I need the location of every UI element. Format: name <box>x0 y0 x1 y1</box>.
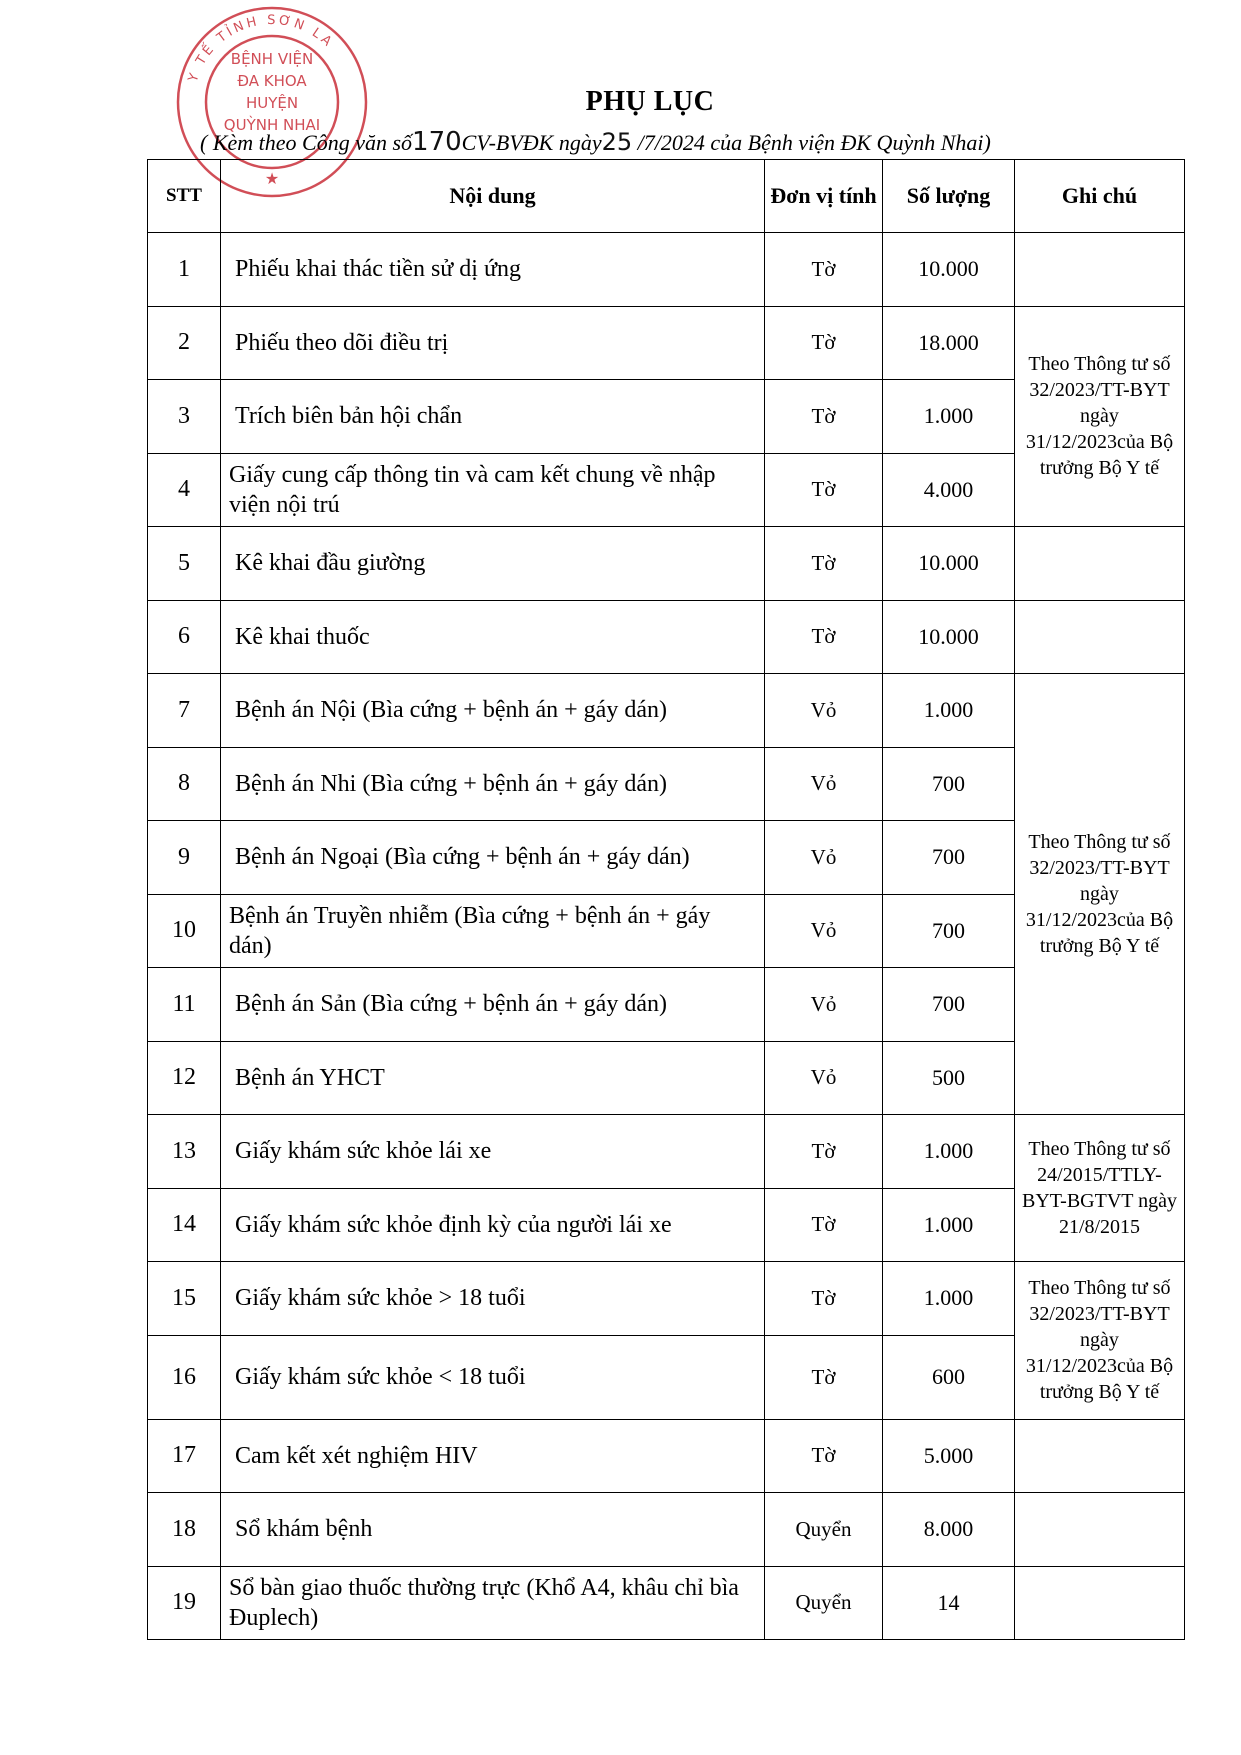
row-qty: 1.000 <box>883 1188 1015 1262</box>
table-row <box>148 1566 1185 1640</box>
row-qty: 5.000 <box>883 1419 1015 1493</box>
row-unit: Vỏ <box>765 747 883 821</box>
table-row <box>148 600 1185 674</box>
row-stt: 19 <box>148 1566 221 1640</box>
row-note: Theo Thông tư số 24/2015/TTLY-BYT-BGTVT ngày 21/8/2015 <box>1015 1115 1185 1262</box>
table-row <box>148 1115 1185 1189</box>
row-unit: Vỏ <box>765 894 883 968</box>
table-header-row <box>148 160 1185 233</box>
row-content: Giấy khám sức khỏe < 18 tuổi <box>221 1335 765 1419</box>
table-row <box>148 1419 1185 1493</box>
row-qty: 18.000 <box>883 306 1015 380</box>
row-content: Giấy khám sức khỏe định kỳ của người lái xe <box>221 1188 765 1262</box>
row-stt: 6 <box>148 600 221 674</box>
row-qty: 4.000 <box>883 453 1015 527</box>
row-stt: 4 <box>148 453 221 527</box>
stamp-star-icon: ★ <box>264 169 280 188</box>
appendix-table <box>147 159 1185 1640</box>
row-content: Trích biên bản hội chẩn <box>221 380 765 454</box>
row-stt: 2 <box>148 306 221 380</box>
header-content: Nội dung <box>221 160 765 233</box>
row-stt: 5 <box>148 527 221 601</box>
row-stt: 9 <box>148 821 221 895</box>
row-unit: Tờ <box>765 527 883 601</box>
row-stt: 12 <box>148 1041 221 1115</box>
subtitle-part-3: /7/2024 của Bệnh viện ĐK Quỳnh Nhai) <box>632 130 991 155</box>
row-unit: Vỏ <box>765 821 883 895</box>
row-unit: Tờ <box>765 600 883 674</box>
header-note: Ghi chú <box>1015 160 1185 233</box>
table-row <box>148 233 1185 307</box>
row-stt: 3 <box>148 380 221 454</box>
row-unit: Tờ <box>765 1419 883 1493</box>
page-title: PHỤ LỤC <box>585 86 715 117</box>
stamp-line-2: ĐA KHOA <box>237 72 307 90</box>
row-note: Theo Thông tư số 32/2023/TT-BYT ngày 31/12/2023của Bộ trưởng Bộ Y tế <box>1015 1262 1185 1420</box>
row-note: Theo Thông tư số 32/2023/TT-BYT ngày 31/12/2023của Bộ trưởng Bộ Y tế <box>1015 306 1185 527</box>
subtitle-day: 25 <box>601 128 633 156</box>
row-note-empty <box>1015 1419 1185 1493</box>
row-content: Bệnh án YHCT <box>221 1041 765 1115</box>
row-note-empty <box>1015 233 1185 307</box>
row-content: Bệnh án Truyền nhiễm (Bìa cứng + bệnh án + gáy dán) <box>221 894 765 968</box>
table-row <box>148 1262 1185 1336</box>
row-stt: 11 <box>148 968 221 1042</box>
row-unit: Vỏ <box>765 674 883 748</box>
table-row <box>148 527 1185 601</box>
row-qty: 1.000 <box>883 1115 1015 1189</box>
row-content: Giấy khám sức khỏe > 18 tuổi <box>221 1262 765 1336</box>
row-stt: 13 <box>148 1115 221 1189</box>
row-stt: 18 <box>148 1493 221 1567</box>
row-unit: Quyển <box>765 1566 883 1640</box>
row-unit: Vỏ <box>765 968 883 1042</box>
row-qty: 8.000 <box>883 1493 1015 1567</box>
row-stt: 16 <box>148 1335 221 1419</box>
row-content: Sổ bàn giao thuốc thường trực (Khổ A4, khâu chỉ bìa Đuplech) <box>221 1566 765 1640</box>
stamp-ring-text: Y TẾ TỈNH SƠN LA <box>185 12 337 84</box>
row-qty: 700 <box>883 821 1015 895</box>
row-qty: 700 <box>883 968 1015 1042</box>
row-qty: 10.000 <box>883 527 1015 601</box>
row-stt: 10 <box>148 894 221 968</box>
row-unit: Tờ <box>765 453 883 527</box>
row-unit: Tờ <box>765 1335 883 1419</box>
row-qty: 700 <box>883 894 1015 968</box>
header-unit: Đơn vị tính <box>765 160 883 233</box>
header-stt: STT <box>148 160 221 233</box>
row-qty: 14 <box>883 1566 1015 1640</box>
row-qty: 1.000 <box>883 380 1015 454</box>
row-content: Giấy khám sức khỏe lái xe <box>221 1115 765 1189</box>
row-unit: Tờ <box>765 306 883 380</box>
table-row <box>148 1493 1185 1567</box>
row-note-empty <box>1015 1493 1185 1567</box>
row-unit: Tờ <box>765 1115 883 1189</box>
subtitle-part-2: CV-BVĐK ngày <box>461 130 602 155</box>
row-note: Theo Thông tư số 32/2023/TT-BYT ngày 31/12/2023của Bộ trưởng Bộ Y tế <box>1015 674 1185 1115</box>
row-content: Bệnh án Ngoại (Bìa cứng + bệnh án + gáy dán) <box>221 821 765 895</box>
row-note-empty <box>1015 527 1185 601</box>
row-stt: 14 <box>148 1188 221 1262</box>
row-unit: Quyển <box>765 1493 883 1567</box>
row-qty: 600 <box>883 1335 1015 1419</box>
row-unit: Vỏ <box>765 1041 883 1115</box>
row-qty: 10.000 <box>883 233 1015 307</box>
page-subtitle <box>200 127 1100 157</box>
row-content: Kê khai đầu giường <box>221 527 765 601</box>
stamp-line-3: HUYỆN <box>245 94 299 112</box>
row-content: Giấy cung cấp thông tin và cam kết chung về nhập viện nội trú <box>221 453 765 527</box>
row-qty: 1.000 <box>883 1262 1015 1336</box>
row-content: Phiếu khai thác tiền sử dị ứng <box>221 233 765 307</box>
row-note-empty <box>1015 600 1185 674</box>
row-note-empty <box>1015 1566 1185 1640</box>
table-row <box>148 674 1185 748</box>
row-stt: 17 <box>148 1419 221 1493</box>
row-content: Cam kết xét nghiệm HIV <box>221 1419 765 1493</box>
row-qty: 1.000 <box>883 674 1015 748</box>
row-content: Phiếu theo dõi điều trị <box>221 306 765 380</box>
stamp-line-4: QUỲNH NHAI <box>223 116 321 134</box>
subtitle-part-1: ( Kèm theo Công văn số <box>200 130 413 155</box>
row-qty: 700 <box>883 747 1015 821</box>
row-qty: 10.000 <box>883 600 1015 674</box>
row-stt: 15 <box>148 1262 221 1336</box>
header-qty: Số lượng <box>883 160 1015 233</box>
row-unit: Tờ <box>765 233 883 307</box>
table-row <box>148 306 1185 380</box>
stamp-line-1: BỆNH VIỆN <box>230 50 314 68</box>
row-content: Bệnh án Sản (Bìa cứng + bệnh án + gáy dán) <box>221 968 765 1042</box>
row-content: Sổ khám bệnh <box>221 1493 765 1567</box>
row-qty: 500 <box>883 1041 1015 1115</box>
row-unit: Tờ <box>765 380 883 454</box>
row-content: Bệnh án Nội (Bìa cứng + bệnh án + gáy dán) <box>221 674 765 748</box>
row-stt: 7 <box>148 674 221 748</box>
row-content: Kê khai thuốc <box>221 600 765 674</box>
row-stt: 8 <box>148 747 221 821</box>
row-stt: 1 <box>148 233 221 307</box>
subtitle-doc-number: 170 <box>412 127 462 157</box>
row-unit: Tờ <box>765 1188 883 1262</box>
row-content: Bệnh án Nhi (Bìa cứng + bệnh án + gáy dán) <box>221 747 765 821</box>
row-unit: Tờ <box>765 1262 883 1336</box>
